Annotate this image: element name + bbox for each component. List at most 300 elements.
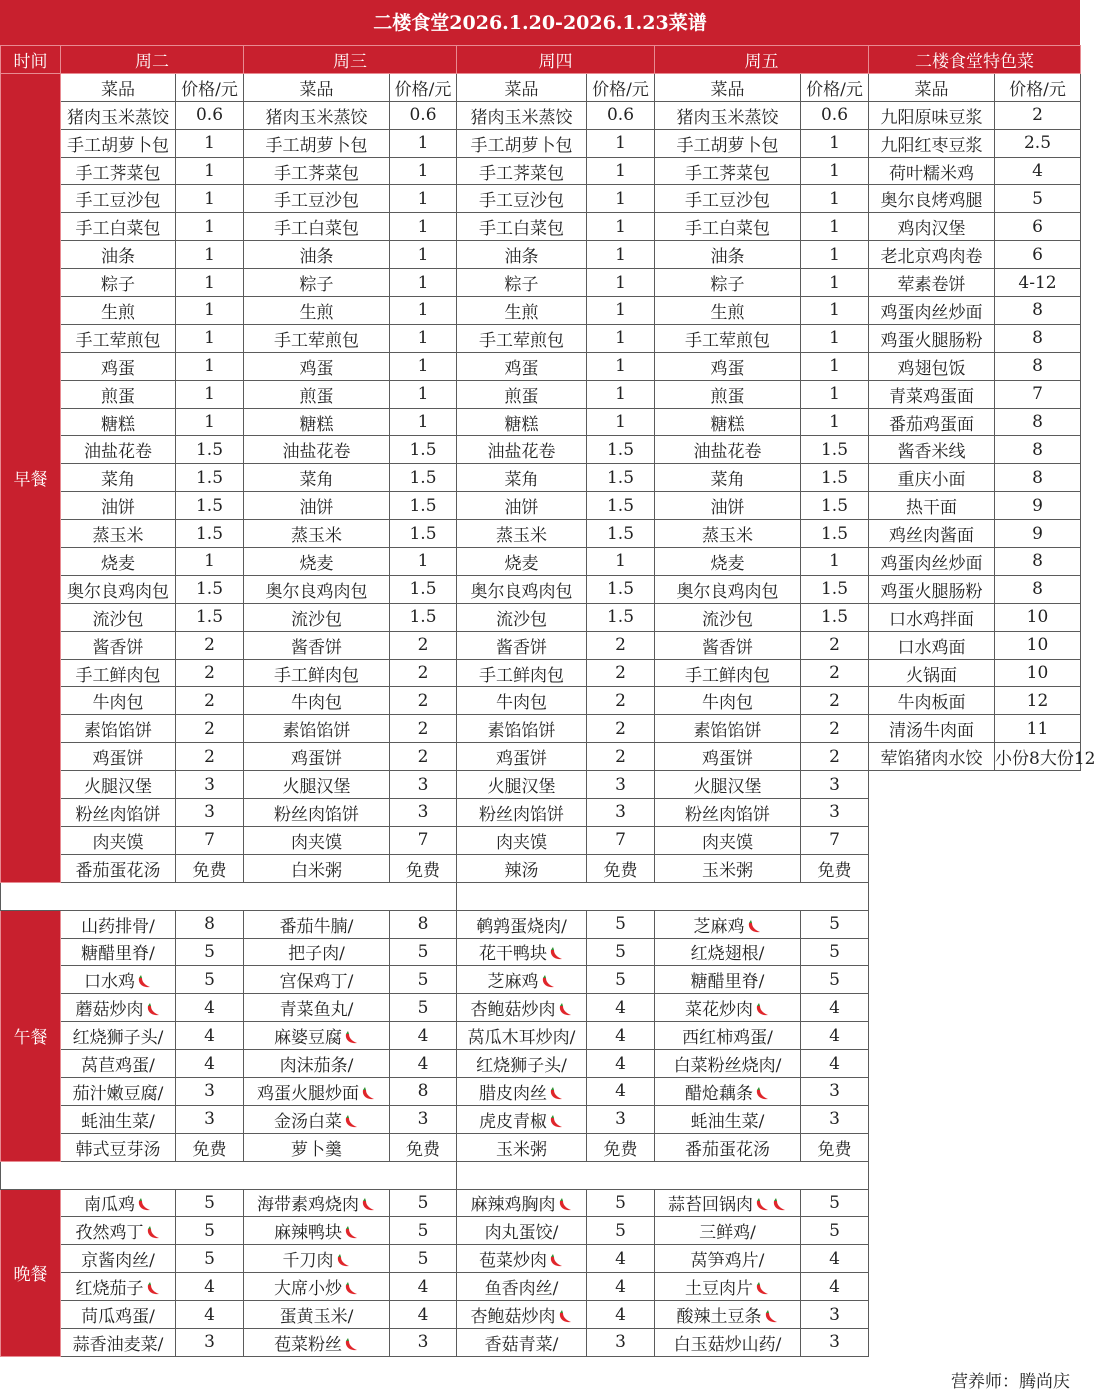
dish-price: 1: [587, 157, 655, 185]
dish-price: 1: [801, 129, 869, 157]
dish-name: 鸡蛋饼: [655, 743, 801, 771]
dish-name: 手工白菜包: [61, 213, 176, 241]
dish-name-text: 肉沫茄条/: [279, 1056, 354, 1076]
dish-name-text: 莴苣鸡蛋/: [81, 1056, 155, 1076]
dish-name: 菜角: [655, 464, 801, 492]
dish-price: 1: [801, 352, 869, 380]
dish-name: 火腿汉堡: [457, 771, 587, 799]
dish-name: [457, 1105, 587, 1133]
dish-price: 0.6: [587, 101, 655, 129]
dish-name: 粽子: [244, 269, 390, 297]
price-column-header: 价格/元: [390, 73, 457, 101]
chili-pepper-icon: [540, 973, 556, 989]
dish-name: [457, 1050, 587, 1078]
dish-price: 1.5: [587, 492, 655, 520]
special-dish-price: 10: [995, 603, 1081, 631]
dish-price: 1: [176, 380, 244, 408]
dish-price: 免费: [801, 1133, 869, 1161]
dish-name: 火腿汉堡: [244, 771, 390, 799]
dish-name: 煎蛋: [457, 380, 587, 408]
chili-pepper-icon: [548, 1113, 564, 1129]
dish-price: 8: [390, 910, 457, 938]
chili-pepper-icon: [557, 1001, 573, 1017]
dish-name: 粽子: [655, 269, 801, 297]
dish-name-text: 把子肉/: [288, 944, 345, 965]
dish-name: 流沙包: [244, 603, 390, 631]
dish-name: 手工鲜肉包: [457, 659, 587, 687]
menu-table: [0, 45, 1095, 1357]
special-dish-price: 8: [995, 408, 1081, 436]
dish-name: 猪肉玉米蒸饺: [655, 101, 801, 129]
special-dish-name: 鸡蛋肉丝炒面: [869, 297, 995, 325]
price-column-header: 价格/元: [995, 73, 1081, 101]
dish-price: 2: [801, 715, 869, 743]
dish-price: 免费: [390, 1133, 457, 1161]
dish-price: 4: [176, 1273, 244, 1301]
dish-name: [61, 1245, 176, 1273]
chili-pepper-icon: [145, 1224, 161, 1240]
dish-price: 1: [176, 324, 244, 352]
dish-name: 菜角: [244, 464, 390, 492]
dish-name: 牛肉包: [457, 687, 587, 715]
dish-price: 0.6: [390, 101, 457, 129]
dish-price: 2: [801, 631, 869, 659]
dish-name-text: 虎皮青椒: [479, 1111, 547, 1132]
chili-pepper-icon: [343, 1029, 359, 1045]
dish-price: 3: [587, 799, 655, 827]
dish-price: 1.5: [176, 520, 244, 548]
dish-name: [655, 1328, 801, 1356]
dish-name-text: 鱼香肉丝/: [484, 1279, 559, 1300]
special-dish-price: 9: [995, 492, 1081, 520]
special-dish-name: 奥尔良烤鸡腿: [869, 185, 995, 213]
dish-price: 2: [176, 659, 244, 687]
price-column-header: 价格/元: [176, 73, 244, 101]
dish-name-text: 京酱肉丝/: [81, 1251, 155, 1272]
dish-price: 5: [801, 938, 869, 966]
dish-price: 0.6: [801, 101, 869, 129]
special-dish-price: 2: [995, 101, 1081, 129]
dish-price: 2: [587, 743, 655, 771]
dish-name-text: 青菜鱼丸/: [279, 1000, 354, 1021]
dish-name: [244, 966, 390, 994]
dish-price: 免费: [801, 854, 869, 882]
special-dish-price: 8: [995, 464, 1081, 492]
dish-name: 火腿汉堡: [61, 771, 176, 799]
dish-name: [655, 1245, 801, 1273]
dish-name-text: 芝麻鸡: [693, 916, 745, 937]
dish-price: 1.5: [390, 575, 457, 603]
dish-price: 4: [390, 1022, 457, 1050]
dish-name-text: 蛋黄玉米/: [279, 1307, 354, 1328]
dish-name: 火腿汉堡: [655, 771, 801, 799]
dish-price: 7: [176, 826, 244, 854]
dish-name: 猪肉玉米蒸饺: [61, 101, 176, 129]
day-header: 周二: [61, 46, 244, 74]
page-title: 二楼食堂2026.1.20-2026.1.23菜谱: [0, 0, 1080, 45]
chili-pepper-icon: [360, 1196, 376, 1212]
dish-name: [61, 1189, 176, 1217]
dish-price: 1: [176, 185, 244, 213]
special-dish-name: 口水鸡面: [869, 631, 995, 659]
dish-price: 1.5: [176, 575, 244, 603]
dish-price: 2: [390, 743, 457, 771]
nutritionist-credit: 营养师：腾尚庆: [951, 1372, 1070, 1392]
chili-pepper-icon: [136, 973, 152, 989]
dish-name: 酱香饼: [457, 631, 587, 659]
gap-cell: [457, 882, 869, 910]
dish-price: 1.5: [801, 603, 869, 631]
time-header: 时间: [1, 46, 61, 74]
dish-name: 油条: [61, 241, 176, 269]
dish-price: 4: [390, 1273, 457, 1301]
dish-price: 3: [390, 1105, 457, 1133]
dish-name: 油盐花卷: [457, 436, 587, 464]
dish-price: 5: [390, 994, 457, 1022]
dish-name: 手工荠菜包: [61, 157, 176, 185]
dish-name-text: 杏鲍菇炒肉: [470, 1307, 556, 1328]
dish-price: 4: [390, 1050, 457, 1078]
dish-name: 烧麦: [244, 548, 390, 576]
dish-name-text: 花干鸭块: [479, 944, 547, 965]
dish-price: 1.5: [390, 436, 457, 464]
dish-price: 2: [801, 659, 869, 687]
dish-price: 免费: [176, 854, 244, 882]
dish-price: 3: [176, 1077, 244, 1105]
dish-name-text: 三鲜鸡/: [699, 1223, 756, 1244]
special-header: 二楼食堂特色菜: [869, 46, 1081, 74]
special-dish-name: 老北京鸡肉卷: [869, 241, 995, 269]
dish-name: 油盐花卷: [244, 436, 390, 464]
dish-price: 5: [390, 938, 457, 966]
dish-name: 手工胡萝卜包: [655, 129, 801, 157]
dish-price: 1.5: [176, 492, 244, 520]
dish-name: 流沙包: [61, 603, 176, 631]
dish-name: 素馅馅饼: [655, 715, 801, 743]
dish-name-text: 红烧茄子: [75, 1279, 144, 1300]
dish-price: 5: [587, 910, 655, 938]
dish-name: 手工荤煎包: [244, 324, 390, 352]
dish-name-text: 孜然鸡丁: [75, 1223, 144, 1244]
special-dish-price: 8: [995, 436, 1081, 464]
dish-price: 3: [801, 1301, 869, 1329]
dish-price: 1: [801, 324, 869, 352]
dish-name: [655, 966, 801, 994]
day-header: 周三: [244, 46, 457, 74]
dish-price: 1.5: [390, 492, 457, 520]
dish-name: 手工荤煎包: [655, 324, 801, 352]
dish-name-text: 蘑菇炒肉: [75, 1000, 144, 1021]
dish-name: 奥尔良鸡肉包: [457, 575, 587, 603]
dish-price: 免费: [587, 1133, 655, 1161]
dish-name: 粉丝肉馅饼: [61, 799, 176, 827]
dish-price: 8: [176, 910, 244, 938]
dish-name: [61, 1022, 176, 1050]
chili-pepper-icon: [335, 1252, 351, 1268]
dish-name: 烧麦: [655, 548, 801, 576]
dish-name: [244, 1189, 390, 1217]
dish-name: 手工鲜肉包: [244, 659, 390, 687]
dish-name: [457, 1217, 587, 1245]
dish-price: 1.5: [587, 603, 655, 631]
dish-name: 肉夹馍: [655, 826, 801, 854]
dish-name: 辣汤: [457, 854, 587, 882]
dish-price: 4: [176, 1022, 244, 1050]
dish-name-text: 麻辣鸡胸肉: [470, 1195, 556, 1216]
dish-name: [61, 938, 176, 966]
dish-price: 7: [390, 826, 457, 854]
dish-name: 油饼: [457, 492, 587, 520]
dish-price: 1: [176, 548, 244, 576]
dish-name: [244, 994, 390, 1022]
dish-name: 蒸玉米: [457, 520, 587, 548]
dish-name-text: 香菇青菜/: [484, 1334, 559, 1355]
dish-price: 3: [176, 1328, 244, 1356]
dish-name: [457, 1301, 587, 1329]
item-column-header: 菜品: [869, 73, 995, 101]
dish-name-text: 芝麻鸡: [487, 972, 539, 993]
gap-cell: [1, 1161, 457, 1189]
special-dish-name: 荤馅猪肉水饺: [869, 743, 995, 771]
dish-price: 4: [176, 1050, 244, 1078]
dish-price: 3: [801, 771, 869, 799]
dish-price: 2: [176, 715, 244, 743]
dish-name: [655, 1189, 801, 1217]
dish-name-text: 醋炝藕条: [685, 1083, 753, 1104]
dish-name-text: 南瓜鸡: [84, 1195, 135, 1216]
dish-name: [244, 1217, 390, 1245]
dish-name: [655, 1077, 801, 1105]
dish-price: 3: [176, 771, 244, 799]
dish-name: 鸡蛋: [61, 352, 176, 380]
dish-price: 1: [801, 157, 869, 185]
dish-name: [655, 1105, 801, 1133]
dish-name: [61, 1217, 176, 1245]
dish-name: 生煎: [244, 297, 390, 325]
dish-name: 奥尔良鸡肉包: [244, 575, 390, 603]
dish-name-text: 蒜苔回锅肉: [668, 1195, 753, 1216]
dish-price: 1: [390, 185, 457, 213]
dish-name-text: 番茄蛋花汤: [685, 1139, 770, 1160]
dish-name-text: 酸辣土豆条: [676, 1307, 762, 1328]
dish-price: 5: [801, 1189, 869, 1217]
dish-name: 菜角: [457, 464, 587, 492]
dish-price: 7: [801, 826, 869, 854]
special-dish-name: 酱香米线: [869, 436, 995, 464]
special-dish-name: 九阳红枣豆浆: [869, 129, 995, 157]
chili-pepper-icon: [746, 918, 762, 934]
dish-price: 1: [587, 352, 655, 380]
special-dish-name: 青菜鸡蛋面: [869, 380, 995, 408]
dish-name: [244, 1022, 390, 1050]
dish-name: [61, 1105, 176, 1133]
dish-name: 流沙包: [655, 603, 801, 631]
chili-pepper-icon: [754, 1001, 770, 1017]
meal-label-breakfast: 早餐: [1, 73, 61, 882]
dish-name: [61, 1050, 176, 1078]
chili-pepper-icon: [343, 1224, 359, 1240]
dish-price: 1.5: [801, 436, 869, 464]
dish-price: 5: [801, 966, 869, 994]
dish-name: 手工荠菜包: [457, 157, 587, 185]
dish-name: [457, 910, 587, 938]
dish-price: 1: [587, 324, 655, 352]
dish-price: 5: [390, 966, 457, 994]
dish-name: [244, 1273, 390, 1301]
dish-name: 生煎: [61, 297, 176, 325]
dish-price: 1: [176, 129, 244, 157]
dish-name-text: 莴瓜木耳炒肉/: [467, 1028, 576, 1049]
dish-price: 1: [176, 297, 244, 325]
empty-area: [869, 771, 1081, 1357]
dish-price: 4: [176, 1301, 244, 1329]
dish-name: 手工白菜包: [457, 213, 587, 241]
dish-name-text: 千刀肉: [282, 1251, 334, 1272]
dish-price: 2: [801, 743, 869, 771]
dish-name: [244, 938, 390, 966]
chili-pepper-icon: [557, 1196, 573, 1212]
dish-price: 4: [587, 1022, 655, 1050]
dish-name: [61, 994, 176, 1022]
dish-name: [61, 1328, 176, 1356]
dish-price: 8: [390, 1077, 457, 1105]
dish-price: 1.5: [390, 464, 457, 492]
dish-price: 5: [176, 1217, 244, 1245]
dish-price: 1: [587, 297, 655, 325]
day-header: 周四: [457, 46, 655, 74]
special-dish-price: 6: [995, 241, 1081, 269]
dish-name: 糖糕: [244, 408, 390, 436]
chili-pepper-icon: [145, 1280, 161, 1296]
dish-price: 1.5: [176, 464, 244, 492]
dish-price: 5: [587, 1217, 655, 1245]
dish-name: 酱香饼: [655, 631, 801, 659]
dish-name: 粽子: [61, 269, 176, 297]
chili-pepper-icon: [771, 1196, 787, 1212]
special-dish-name: 牛肉板面: [869, 687, 995, 715]
special-dish-price: 9: [995, 520, 1081, 548]
dish-price: 1: [390, 213, 457, 241]
dish-price: 2: [390, 687, 457, 715]
dish-name: 手工鲜肉包: [61, 659, 176, 687]
dish-name: 粉丝肉馅饼: [655, 799, 801, 827]
dish-name: 烧麦: [457, 548, 587, 576]
dish-name: 奥尔良鸡肉包: [61, 575, 176, 603]
dish-name: [655, 1133, 801, 1161]
dish-name: [61, 1273, 176, 1301]
menu-body: [1, 46, 1095, 1357]
dish-name: 鸡蛋饼: [244, 743, 390, 771]
dish-name: 素馅馅饼: [61, 715, 176, 743]
dish-name: [457, 1022, 587, 1050]
dish-name-text: 苞菜粉丝: [274, 1334, 342, 1355]
dish-name-text: 西红柿鸡蛋/: [682, 1028, 773, 1049]
dish-price: 2: [176, 743, 244, 771]
dish-price: 4: [801, 1273, 869, 1301]
dish-name: 油饼: [655, 492, 801, 520]
special-dish-name: 重庆小面: [869, 464, 995, 492]
dish-name: [655, 1022, 801, 1050]
dish-name: [244, 1050, 390, 1078]
dish-name: [655, 910, 801, 938]
dish-name: 手工豆沙包: [655, 185, 801, 213]
dish-name: [457, 938, 587, 966]
dish-price: 5: [176, 966, 244, 994]
dish-name-text: 肉丸蛋饺/: [484, 1223, 559, 1244]
dish-name: 烧麦: [61, 548, 176, 576]
dish-name: [655, 1301, 801, 1329]
dish-price: 4: [587, 1273, 655, 1301]
dish-name: [655, 1050, 801, 1078]
special-dish-name: 鸡翅包饭: [869, 352, 995, 380]
dish-name: 油条: [457, 241, 587, 269]
dish-price: 1: [587, 185, 655, 213]
chili-pepper-icon: [360, 1085, 376, 1101]
dish-name-text: 麻辣鸭块: [274, 1223, 342, 1244]
dish-price: 5: [587, 966, 655, 994]
dish-name: 鸡蛋: [457, 352, 587, 380]
dish-name: 猪肉玉米蒸饺: [457, 101, 587, 129]
dish-price: 3: [587, 1328, 655, 1356]
special-dish-price: 12: [995, 687, 1081, 715]
dish-name: [244, 1301, 390, 1329]
dish-price: 3: [801, 1105, 869, 1133]
dish-price: 4: [801, 1050, 869, 1078]
dish-price: 1: [176, 157, 244, 185]
chili-pepper-icon: [754, 1085, 770, 1101]
dish-name: 手工白菜包: [655, 213, 801, 241]
dish-name-text: 白菜粉丝烧肉/: [673, 1056, 782, 1076]
dish-name: 手工豆沙包: [61, 185, 176, 213]
meal-label-dinner: 晚餐: [1, 1189, 61, 1356]
dish-price: 2: [390, 659, 457, 687]
dish-price: 4: [587, 1245, 655, 1273]
dish-price: 2: [587, 715, 655, 743]
chili-pepper-icon: [754, 1280, 770, 1296]
dish-name-text: 苘瓜鸡蛋/: [81, 1307, 155, 1328]
dish-name-text: 糖醋里脊/: [690, 972, 765, 993]
dish-price: 1: [587, 269, 655, 297]
dish-name: 鸡蛋: [655, 352, 801, 380]
dish-price: 免费: [390, 854, 457, 882]
dish-name: 手工豆沙包: [244, 185, 390, 213]
dish-name-text: 菜花炒肉: [685, 1000, 753, 1021]
dish-name-text: 蒜香油麦菜/: [72, 1334, 164, 1355]
chili-pepper-icon: [763, 1308, 779, 1324]
dish-price: 1: [390, 352, 457, 380]
dish-price: 1.5: [176, 603, 244, 631]
dish-price: 1: [801, 297, 869, 325]
dish-price: 1: [390, 241, 457, 269]
dish-name: 手工荤煎包: [457, 324, 587, 352]
dish-price: 1: [801, 241, 869, 269]
special-dish-price: 2.5: [995, 129, 1081, 157]
dish-name: 手工荠菜包: [655, 157, 801, 185]
dish-name: [655, 1273, 801, 1301]
price-column-header: 价格/元: [587, 73, 655, 101]
dish-name: 油盐花卷: [61, 436, 176, 464]
dish-name: 手工荠菜包: [244, 157, 390, 185]
dish-name: 素馅馅饼: [457, 715, 587, 743]
dish-name: [61, 1301, 176, 1329]
dish-name: 白米粥: [244, 854, 390, 882]
dish-name: 手工胡萝卜包: [457, 129, 587, 157]
special-dish-price: 6: [995, 213, 1081, 241]
dish-name: [457, 1328, 587, 1356]
dish-price: 1: [587, 129, 655, 157]
chili-pepper-icon: [145, 1001, 161, 1017]
dish-name: 素馅馅饼: [244, 715, 390, 743]
